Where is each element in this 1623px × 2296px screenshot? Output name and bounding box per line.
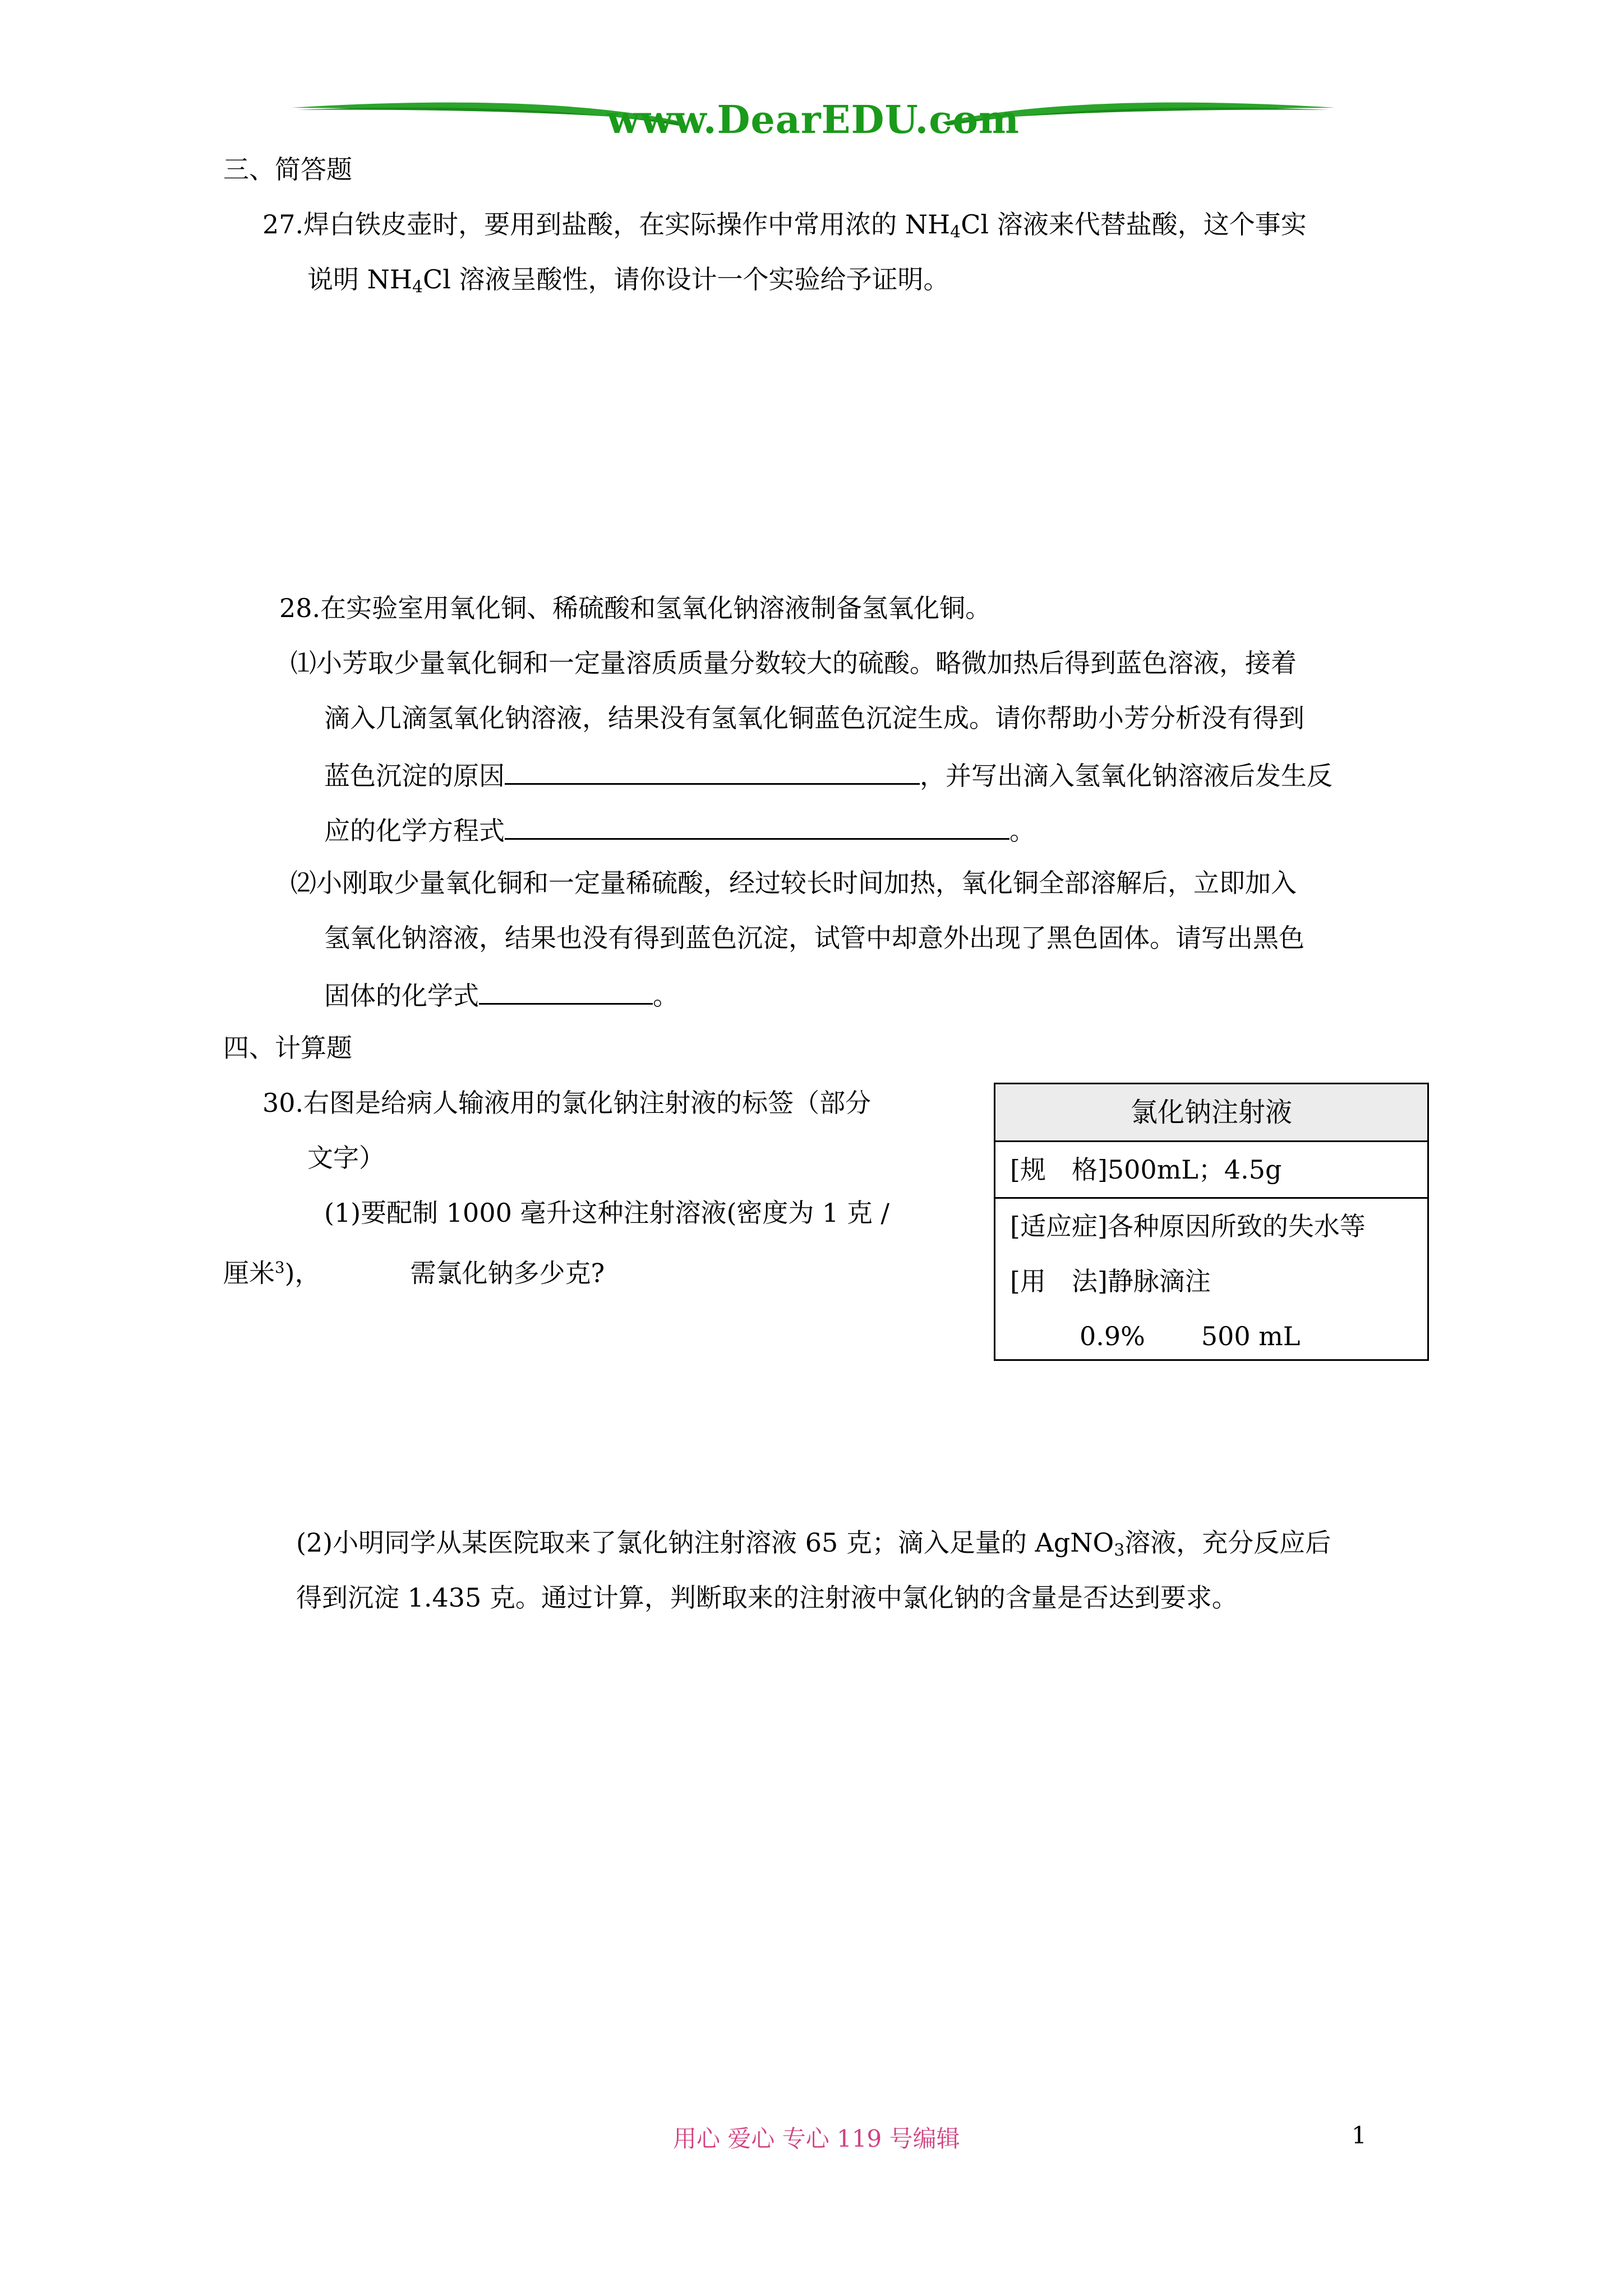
q30-part1-line-1: (1)要配制 1000 毫升这种注射溶液(密度为 1 克 / [324, 1198, 890, 1228]
label-spec: [规 格]500mL；4.5g [995, 1142, 1427, 1199]
q27-text: 27.焊白铁皮壶时，要用到盐酸，在实际操作中常用浓的 NH [262, 209, 951, 240]
q28-part2-line-3 [324, 975, 679, 1014]
q30-superscript: 3 [275, 1258, 285, 1277]
label-volume: 500 mL [1201, 1321, 1301, 1351]
q30-part1-line-2 [223, 1250, 605, 1291]
q28-text: 。 [1009, 816, 1035, 846]
q28-text: 。 [653, 981, 679, 1011]
q28-part1-line-4 [324, 810, 1035, 849]
answer-blank-formula[interactable] [479, 975, 653, 1005]
q28-part2-line-2: 氢氧化钠溶液，结果也没有得到蓝色沉淀，试管中却意外出现了黑色固体。请写出黑色 [324, 923, 1304, 953]
label-indication: [适应症]各种原因所致的失水等 [1010, 1211, 1366, 1241]
q30-text: )， [284, 1258, 321, 1289]
label-title: 氯化钠注射液 [995, 1084, 1427, 1142]
q30-line-1: 30.右图是给病人输液用的氯化钠注射液的标签（部分 [262, 1088, 872, 1118]
q28-text: 应的化学方程式 [324, 816, 505, 846]
label-concentration-row [995, 1309, 1427, 1364]
q28-part1-line-2: 滴入几滴氢氧化钠溶液，结果没有氢氧化铜蓝色沉淀生成。请你帮助小芳分析没有得到 [324, 703, 1304, 733]
q28-intro: 28.在实验室用氧化铜、稀硫酸和氢氧化钠溶液制备氢氧化铜。 [279, 593, 992, 623]
q30-text: 需氯化钠多少克? [410, 1258, 605, 1289]
q27-line-2 [307, 261, 949, 305]
label-concentration: 0.9% [1080, 1321, 1145, 1351]
header-logo [292, 95, 1335, 146]
label-usage: [用 法]静脉滴注 [1010, 1266, 1211, 1296]
footer-slogan: 用心 爱心 专心 119 号编辑 [673, 2125, 960, 2152]
q27-text: Cl 溶液来代替盐酸，这个事实 [961, 209, 1307, 240]
site-logo-text[interactable]: www.DearEDU.com [607, 98, 1020, 142]
q30-part2-line-1 [296, 1525, 1331, 1568]
q30-line-2: 文字） [307, 1143, 385, 1173]
q28-text: ，并写出滴入氢氧化钠溶液后发生反 [920, 761, 1332, 791]
q28-part1-line-3 [324, 755, 1332, 794]
q30-text: 厘米 [223, 1258, 275, 1289]
q27-text: 说明 NH [307, 264, 412, 295]
page-number: 1 [1352, 2122, 1367, 2149]
answer-blank-reason[interactable] [505, 755, 920, 785]
q28-part2-line-1: ⑵小刚取少量氧化铜和一定量稀硫酸，经过较长时间加热，氧化铜全部溶解后，立即加入 [291, 868, 1297, 898]
section-title-3: 三、简答题 [223, 154, 352, 185]
q30-text: (2)小明同学从某医院取来了氯化钠注射溶液 65 克；滴入足量的 AgNO [296, 1527, 1114, 1558]
injection-label [994, 1083, 1429, 1361]
q28-text: 蓝色沉淀的原因 [324, 761, 505, 791]
q30-text: 溶液，充分反应后 [1124, 1527, 1331, 1558]
q27-subscript: 4 [950, 222, 961, 242]
q28-part1-line-1: ⑴小芳取少量氧化铜和一定量溶质质量分数较大的硫酸。略微加热后得到蓝色溶液，接着 [291, 648, 1297, 678]
q27-text: Cl 溶液呈酸性，请你设计一个实验给予证明。 [423, 264, 949, 295]
q27-line-1 [262, 206, 1307, 250]
q28-text: 固体的化学式 [324, 981, 479, 1011]
answer-blank-equation[interactable] [505, 810, 1009, 840]
q27-subscript: 4 [412, 277, 423, 297]
q30-part2-line-2: 得到沉淀 1.435 克。通过计算，判断取来的注射液中氯化钠的含量是否达到要求。 [296, 1582, 1238, 1613]
section-title-4: 四、计算题 [223, 1033, 352, 1063]
q30-subscript: 3 [1114, 1540, 1125, 1561]
